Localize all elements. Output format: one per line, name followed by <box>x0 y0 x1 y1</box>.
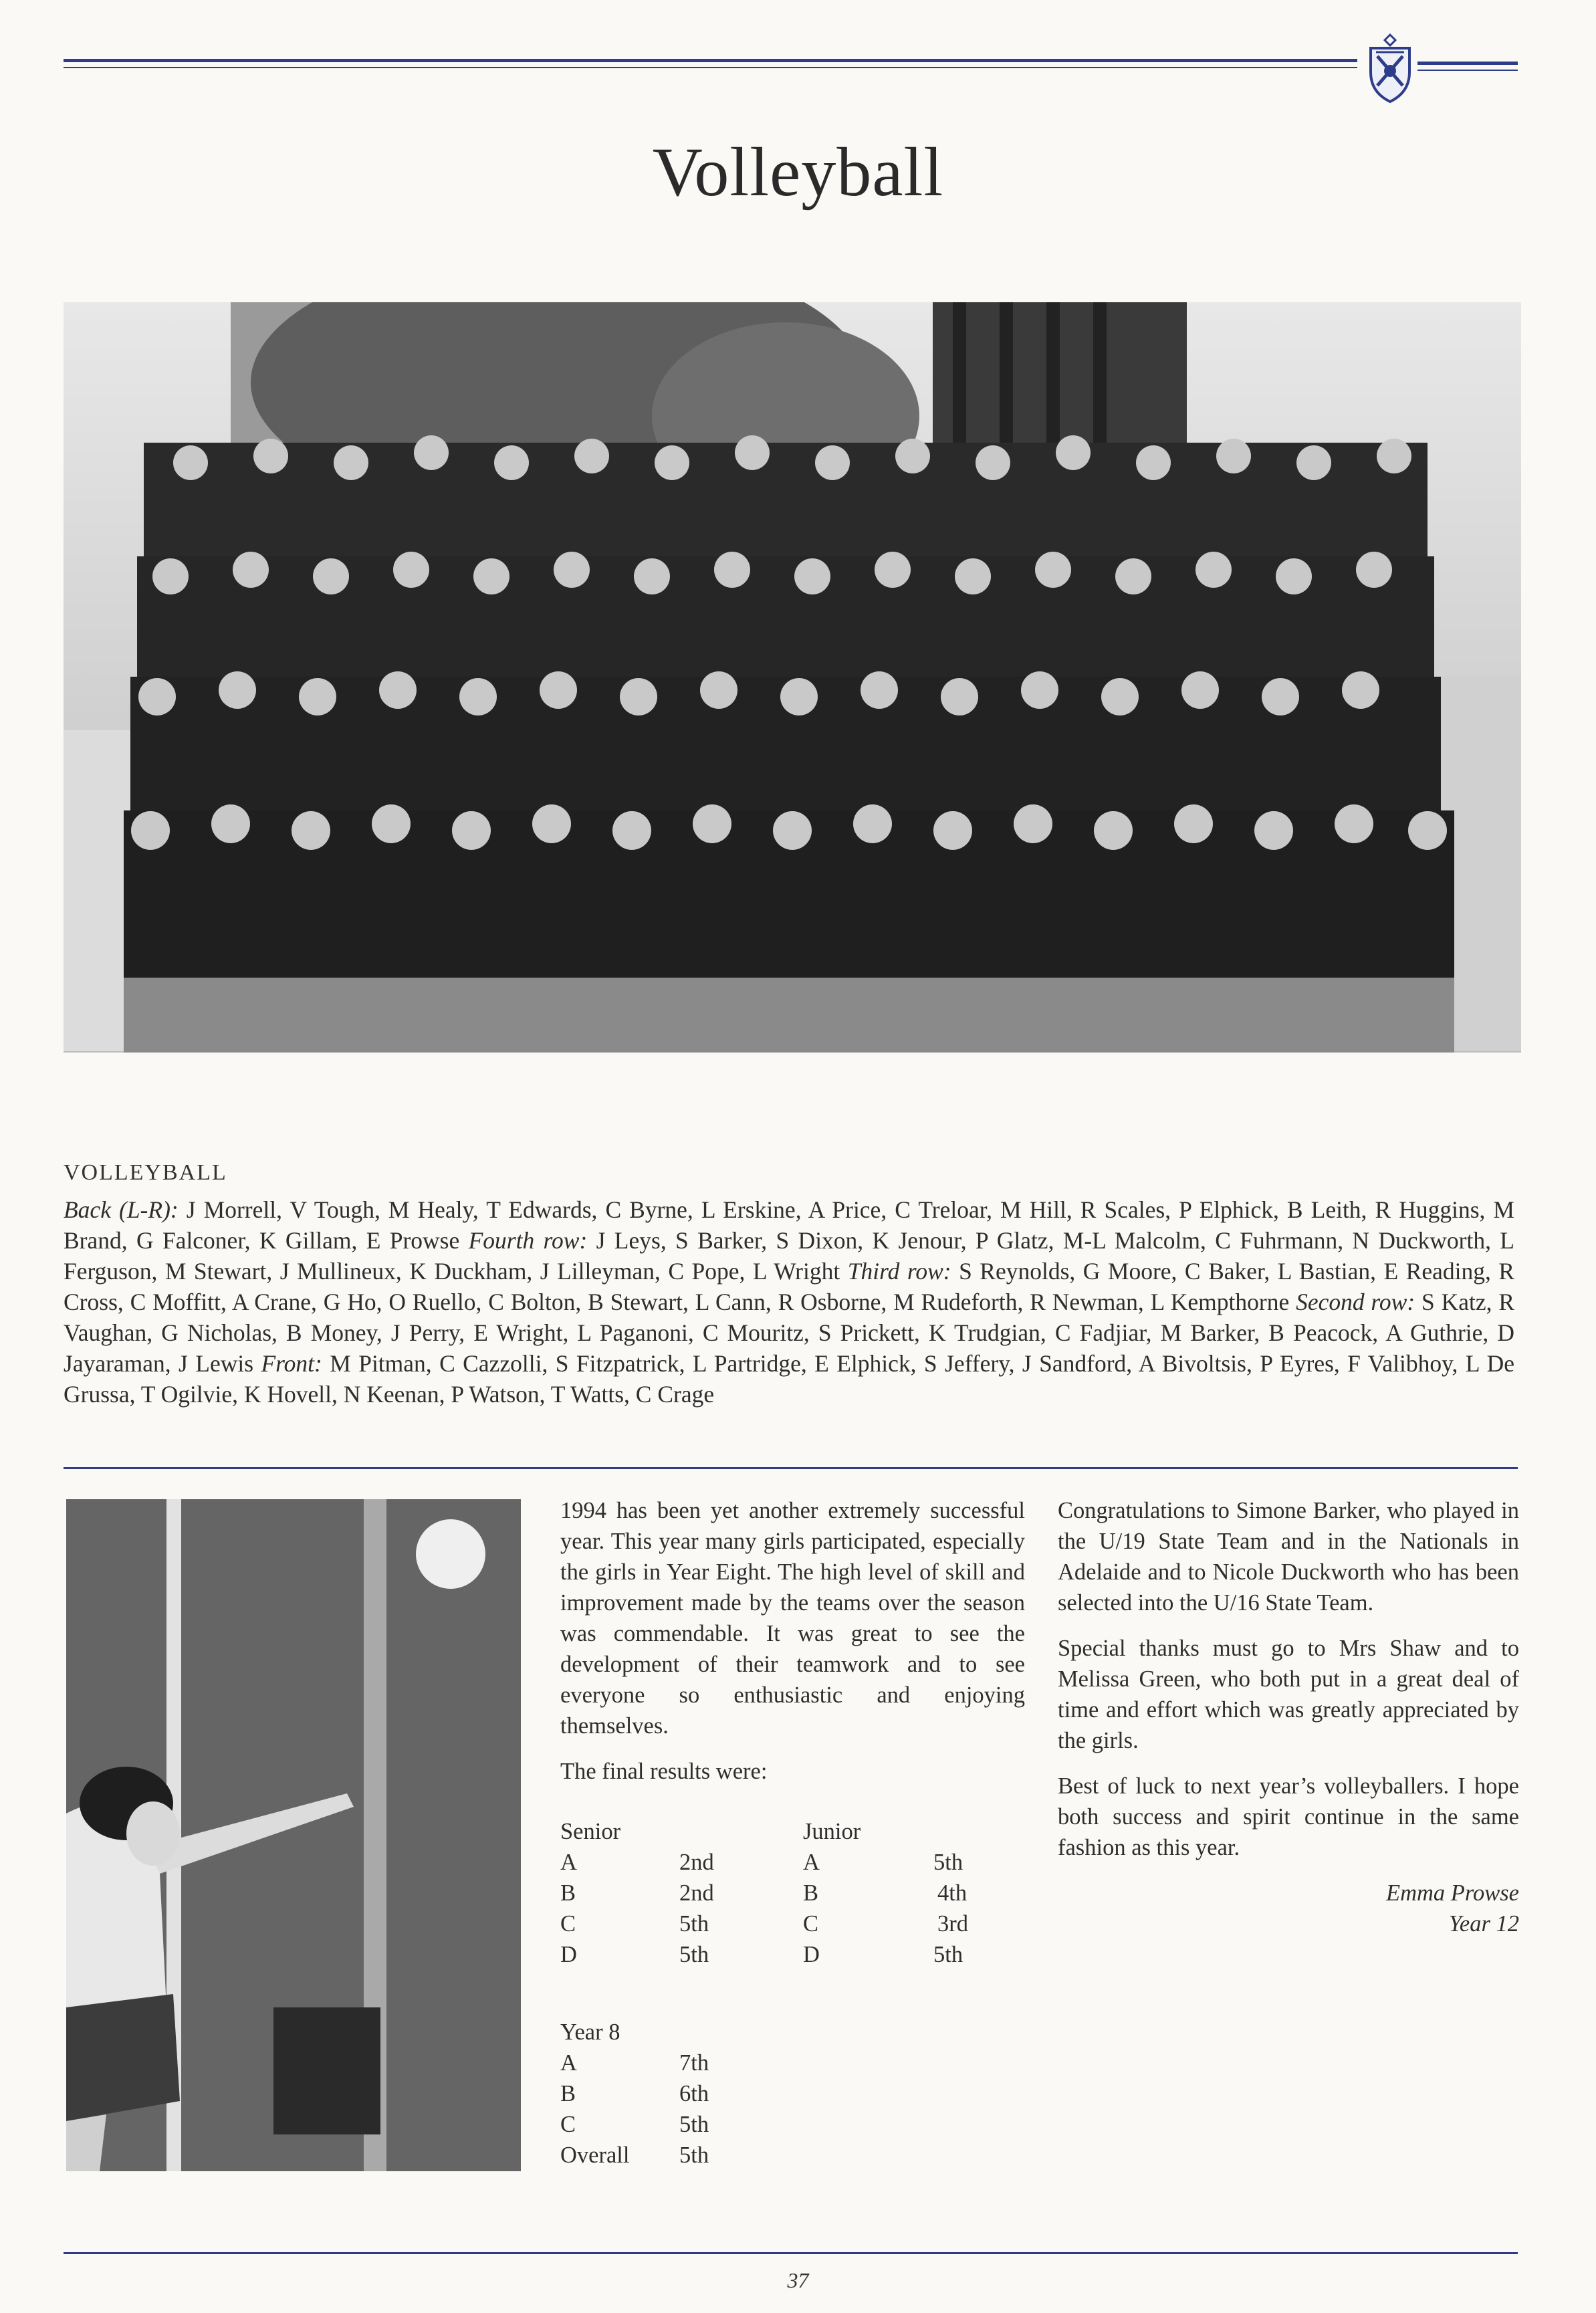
year8-place: 7th <box>679 2050 709 2076</box>
row-label: Fourth row: <box>468 1227 588 1254</box>
year8-heading: Year 8 <box>560 2019 620 2045</box>
team-group-photo <box>64 302 1521 1053</box>
school-crest-icon <box>1364 32 1416 104</box>
senior-team: B <box>560 1880 576 1906</box>
row-label: Front: <box>261 1350 322 1377</box>
article-column-1 <box>560 1495 1025 1801</box>
senior-heading: Senior <box>560 1819 621 1844</box>
row-names: S Katz, R Vaughan, G Nicholas, B Money, J Perry, E Wright, L Paganoni, C Mouritz, S Prickett, K Trudgian, C Fadjiar, M Barker, B Peacock, A Guthrie, D Jayaraman, J Lewis <box>64 1289 1515 1377</box>
junior-place: 4th <box>937 1880 967 1906</box>
results-intro: The final results were: <box>560 1759 768 1784</box>
row-label: Third row: <box>847 1258 951 1285</box>
header-rule-thin <box>64 67 1357 68</box>
year8-team: A <box>560 2050 577 2076</box>
senior-place: 5th <box>679 1942 709 1967</box>
junior-place: 3rd <box>937 1911 968 1937</box>
row-names: J Leys, S Barker, S Dixon, K Jenour, P Glatz, M-L Malcolm, C Fuhrmann, N Duckworth, L Ferguson, M Stewart, J Mullineux, K Duckham, J Lilleyman, C Pope, L Wright <box>64 1227 1514 1285</box>
page-title: Volleyball <box>652 134 944 211</box>
article-column-2 <box>1058 1495 1519 1939</box>
junior-team: C <box>803 1911 819 1937</box>
senior-place: 5th <box>679 1911 709 1937</box>
header-rule-right-thin <box>1417 70 1518 71</box>
junior-team: A <box>803 1850 820 1875</box>
year8-team: Overall <box>560 2142 630 2168</box>
year8-team: B <box>560 2081 576 2106</box>
junior-team: B <box>803 1880 819 1906</box>
thanks-paragraph: Special thanks must go to Mrs Shaw and to Melissa Green, who both put in a great deal of time and effort which was greatly appreciated by the girls. <box>1058 1636 1519 1753</box>
page-number: 37 <box>787 2268 809 2292</box>
volleyball-action-photo <box>66 1499 521 2171</box>
header-rule <box>64 59 1357 62</box>
junior-heading: Junior <box>803 1819 861 1844</box>
caption-names <box>64 1194 1514 1410</box>
footer-rule <box>64 2252 1518 2254</box>
caption-heading: VOLLEYBALL <box>64 1160 227 1185</box>
junior-team: D <box>803 1942 820 1967</box>
senior-team: D <box>560 1942 577 1967</box>
row-names: M Pitman, C Cazzolli, S Fitzpatrick, L Partridge, E Elphick, S Jeffery, J Sandford, A Bivoltsis, P Eyres, F Valibhoy, L De Grussa, T Ogilvie, K Hovell, N Keenan, P Watson, T Watts, C Crage <box>64 1350 1514 1408</box>
year8-place: 5th <box>679 2112 709 2137</box>
senior-place: 2nd <box>679 1850 714 1875</box>
junior-place: 5th <box>933 1850 963 1875</box>
row-label: Second row: <box>1296 1289 1415 1315</box>
article-intro: 1994 has been yet another extremely successful year. This year many girls participated, especially the girls in Year Eight. The high level of skill and improvement made by the teams over the season was commendable. It was great to see the development of their teamwork and to see everyone so enthusiastic and enjoying themselves. <box>560 1498 1025 1739</box>
author-name: Emma Prowse <box>1386 1880 1519 1906</box>
row-names: J Morrell, V Tough, M Healy, T Edwards, C Byrne, L Erskine, A Price, C Treloar, M Hill, R Scales, P Elphick, B Leith, R Huggins, M Brand, G Falconer, K Gillam, E Prowse <box>64 1196 1515 1254</box>
row-names: S Reynolds, G Moore, C Baker, L Bastian, E Reading, R Cross, C Moffitt, A Crane, G Ho, O Ruello, C Bolton, B Stewart, L Cann, R Osborne, M Rudeforth, R Newman, L Kempthorne <box>64 1258 1515 1315</box>
senior-place: 2nd <box>679 1880 714 1906</box>
year8-place: 6th <box>679 2081 709 2106</box>
congratulations-paragraph: Congratulations to Simone Barker, who played in the U/19 State Team and in the Nationals in Adelaide and to Nicole Duckworth who has been selected into the U/16 State Team. <box>1058 1498 1519 1616</box>
section-rule <box>64 1467 1518 1469</box>
row-label: Back (L-R): <box>64 1196 179 1223</box>
header-rule-right <box>1417 62 1518 65</box>
senior-team: A <box>560 1850 577 1875</box>
best-of-luck-paragraph: Best of luck to next year’s volleyballers. I hope both success and spirit continue in the same fashion as this year. <box>1058 1773 1519 1860</box>
author-year: Year 12 <box>1448 1911 1519 1937</box>
year8-place: 5th <box>679 2142 709 2168</box>
junior-place: 5th <box>933 1942 963 1967</box>
senior-team: C <box>560 1911 576 1937</box>
year8-team: C <box>560 2112 576 2137</box>
